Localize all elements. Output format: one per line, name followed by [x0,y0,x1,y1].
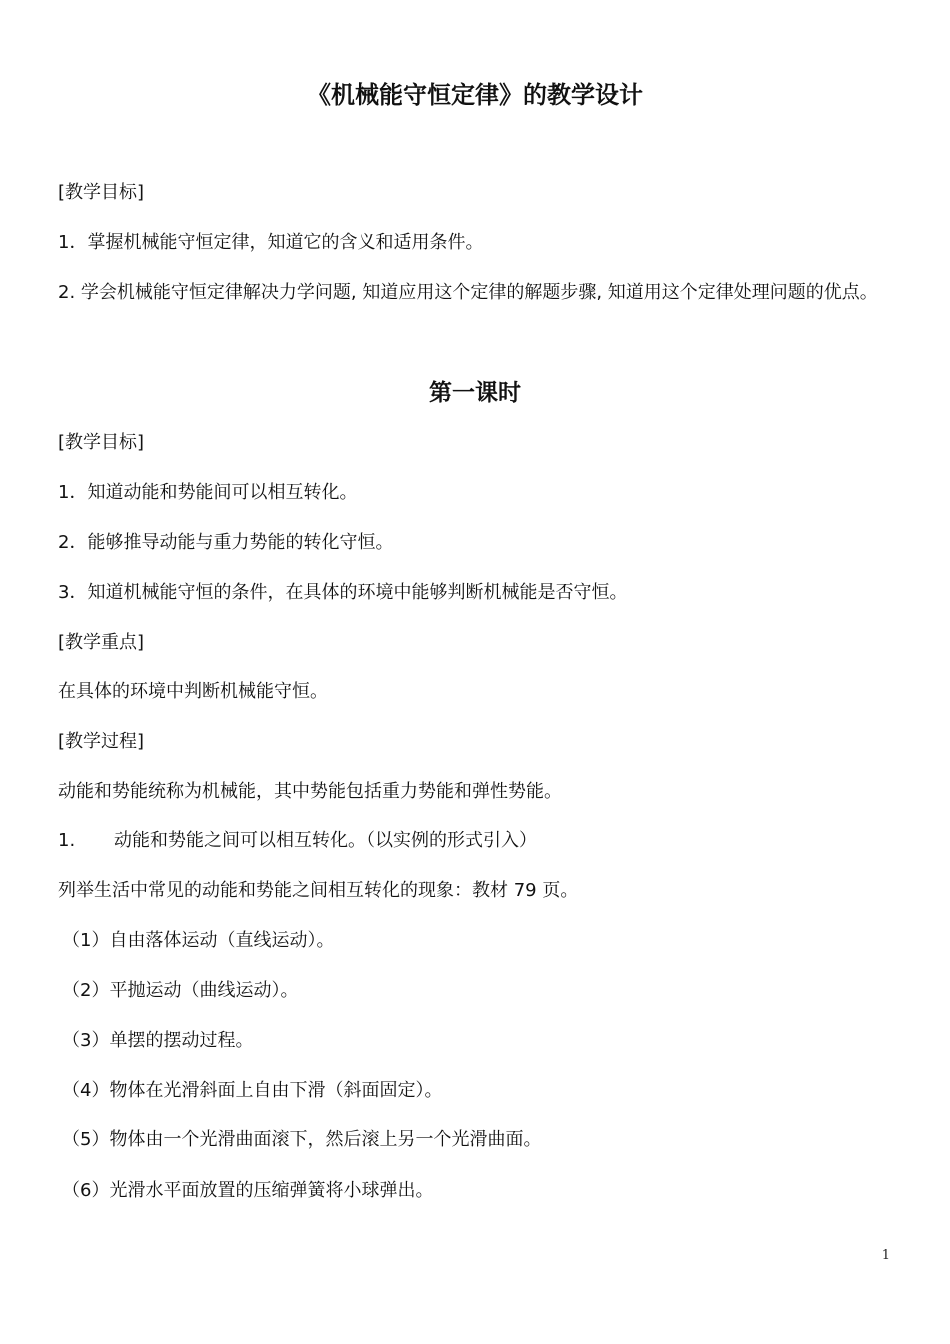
key-point-heading: [教学重点] [58,632,145,653]
page-number: 1 [881,1248,890,1263]
lesson-goal-item: 1．知道动能和势能间可以相互转化。 [58,482,358,503]
process-intro: 动能和势能统称为机械能，其中势能包括重力势能和弹性势能。 [58,781,562,802]
key-point-text: 在具体的环境中判断机械能守恒。 [58,681,328,702]
lesson-goals-heading: [教学目标] [58,432,145,453]
document-title: 《机械能守恒定律》的教学设计 [307,81,643,109]
example-item: （3）单摆的摆动过程。 [62,1030,254,1051]
example-item: （6）光滑水平面放置的压缩弹簧将小球弹出。 [62,1180,434,1201]
examples-intro: 列举生活中常见的动能和势能之间相互转化的现象：教材 79 页。 [58,880,579,901]
example-item: （2）平抛运动（曲线运动）。 [62,980,299,1001]
lesson-goal-item: 3．知道机械能守恒的条件，在具体的环境中能够判断机械能是否守恒。 [58,582,628,603]
process-heading: [教学过程] [58,731,145,752]
process-point-text: 动能和势能之间可以相互转化。（以实例的形式引入） [114,830,537,851]
example-item: （4）物体在光滑斜面上自由下滑（斜面固定）。 [62,1080,443,1101]
intro-goal-2: 2. 学会机械能守恒定律解决力学问题, 知道应用这个定律的解题步骤, 知道用这个定律处理问题的优点。 [58,282,878,303]
intro-goal-1: 1．掌握机械能守恒定律，知道它的含义和适用条件。 [58,232,484,253]
process-point-1 [58,828,898,854]
lesson-heading: 第一课时 [429,380,521,406]
process-point-number: 1. [58,830,76,851]
example-item: （5）物体由一个光滑曲面滚下，然后滚上另一个光滑曲面。 [62,1129,542,1150]
example-item: （1）自由落体运动（直线运动）。 [62,930,335,951]
lesson-goal-item: 2．能够推导动能与重力势能的转化守恒。 [58,532,394,553]
intro-goals-heading: [教学目标] [58,182,145,203]
